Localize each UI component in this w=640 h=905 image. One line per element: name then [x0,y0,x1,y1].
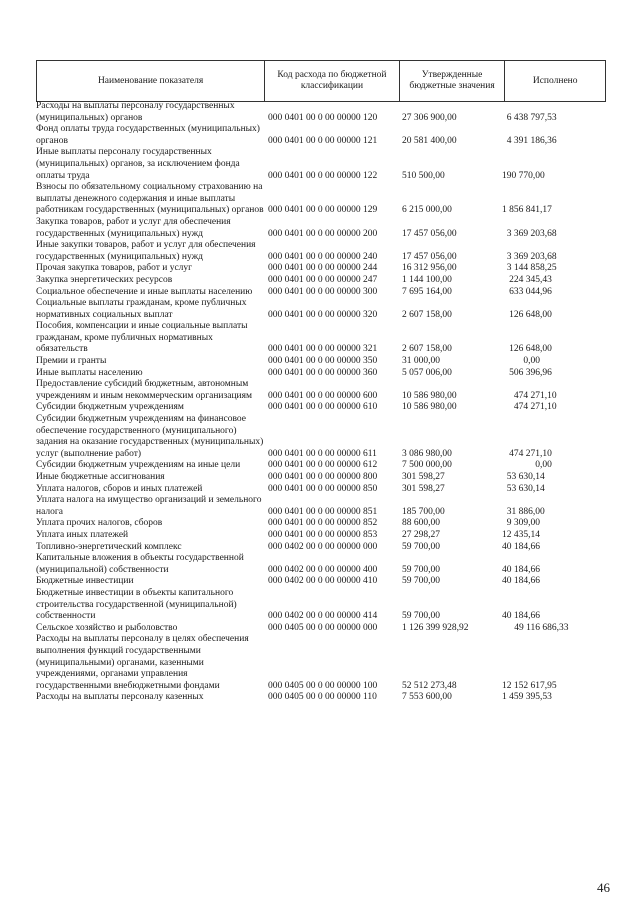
row-name: Расходы на выплаты персоналу государственных (муниципальных) органов [36,101,235,123]
row-executed: 474 271,10 [513,402,557,413]
table-row [36,553,616,576]
row-code: 000 0401 00 0 00 00000 321 [268,344,378,355]
row-name: Социальные выплаты гражданам, кроме публичных нормативных социальных выплат [36,298,247,320]
row-executed: 4 391 186,36 [506,135,557,146]
row-name: Пособия, компенсации и иные социальные выплаты гражданам, кроме публичных нормативных обязательств [36,321,248,355]
row-name: Расходы на выплаты персоналу в целях обеспечения выполнения функций государственными (муниципальными) органами, казенными учреждениями, органами управления государственными внебюджетными фондами [36,634,249,691]
header-code: Код расхода по бюджетной классификации [264,61,399,101]
row-executed: 40 184,66 [502,611,540,622]
table-row [36,275,616,287]
row-name: Закупка товаров, работ и услуг для обеспечения государственных (муниципальных) нужд [36,216,231,239]
row-executed: 9 309,00 [506,518,540,529]
row-executed: 224 345,43 [509,274,552,285]
row-executed: 1 856 841,17 [502,205,552,216]
row-approved: 6 215 000,00 [402,205,452,216]
table-row [36,634,616,692]
table-row [36,542,616,554]
table-row [36,321,616,356]
row-executed: 53 630,14 [506,483,545,494]
row-code: 000 0401 00 0 00 00000 610 [268,402,378,413]
row-name: Уплата налогов, сборов и иных платежей [36,483,203,494]
row-executed: 12 152 617,95 [502,680,557,691]
row-name: Субсидии бюджетным учреждениям на иные цели [36,460,241,471]
row-name: Субсидии бюджетным учреждениям [36,402,184,413]
table-row [36,530,616,542]
table-row [36,124,616,147]
row-approved: 10 586 980,00 [402,402,457,413]
row-name: Бюджетные инвестиции в объекты капитального строительства государственной (муниципальной) собственности [36,587,237,622]
row-name: Иные выплаты населению [36,367,143,378]
row-approved: 1 144 100,00 [402,274,452,285]
row-executed: 49 116 686,33 [514,622,569,633]
table-body [36,101,616,704]
row-code: 000 0401 00 0 00 00000 300 [268,286,378,297]
row-code: 000 0401 00 0 00 00000 244 [268,263,378,274]
row-code: 000 0401 00 0 00 00000 120 [268,112,378,123]
row-approved: 27 306 900,00 [402,112,457,123]
table-row [36,101,616,124]
row-code: 000 0401 00 0 00 00000 240 [268,251,378,262]
row-code: 000 0402 00 0 00 00000 414 [268,611,378,622]
row-executed: 474 271,10 [513,390,557,401]
row-code: 000 0401 00 0 00 00000 850 [268,483,378,494]
row-name: Прочая закупка товаров, работ и услуг [36,263,193,274]
row-approved: 20 581 400,00 [402,135,457,146]
row-code: 000 0405 00 0 00 00000 100 [268,680,378,691]
table-row [36,472,616,484]
row-executed: 190 770,00 [502,170,545,181]
row-executed: 126 648,00 [509,309,552,320]
row-executed: 6 438 797,53 [506,112,557,123]
header-name: Наименование показателя [97,75,204,86]
row-name: Взносы по обязательному социальному страхованию на выплаты денежного содержания и иные выплаты работникам государственных (муниципальных) органов [36,182,264,216]
row-approved: 16 312 956,00 [402,263,457,274]
row-approved: 1 126 399 928,92 [402,622,469,633]
row-approved: 7 500 000,00 [402,460,452,471]
row-name: Сельское хозяйство и рыболовство [36,622,178,633]
row-executed: 12 435,14 [502,529,540,540]
row-name: Предоставление субсидий бюджетным, автономным учреждениям и иным некоммерческим организациям [36,379,253,401]
row-approved: 59 700,00 [402,576,440,587]
row-name: Уплата налога на имущество организаций и земельного налога [36,495,262,517]
row-code: 000 0402 00 0 00 00000 410 [268,576,378,587]
row-name: Иные закупки товаров, работ и услуг для обеспечения государственных (муниципальных) нужд [36,240,256,262]
table-row [36,147,616,182]
row-code: 000 0405 00 0 00 00000 110 [268,692,377,703]
row-code: 000 0405 00 0 00 00000 000 [268,622,378,633]
row-code: 000 0401 00 0 00 00000 320 [268,309,378,320]
row-executed: 633 044,96 [509,286,552,297]
row-name: Премии и гранты [36,356,107,367]
row-approved: 301 598,27 [402,483,445,494]
row-code: 000 0401 00 0 00 00000 612 [268,460,378,471]
row-approved: 17 457 056,00 [402,251,457,262]
row-code: 000 0402 00 0 00 00000 400 [268,564,378,575]
row-executed: 0,00 [535,460,552,471]
table-row [36,217,616,240]
table-row [36,576,616,588]
row-approved: 59 700,00 [402,564,440,575]
row-executed: 0,00 [523,356,540,367]
table-row [36,368,616,380]
row-approved: 3 086 980,00 [402,448,452,459]
row-approved: 17 457 056,00 [402,228,457,239]
row-executed: 31 886,00 [506,506,545,517]
row-approved: 59 700,00 [402,611,440,622]
row-code: 000 0401 00 0 00 00000 360 [268,367,378,378]
table-row [36,623,616,635]
row-name: Социальное обеспечение и иные выплаты населению [36,286,253,297]
table-header [36,60,606,102]
row-code: 000 0401 00 0 00 00000 853 [268,529,378,540]
table-row [36,484,616,496]
table-row [36,287,616,299]
row-name: Иные бюджетные ассигнования [36,472,165,482]
row-approved: 7 553 600,00 [402,692,452,703]
row-executed: 40 184,66 [502,564,540,575]
row-code: 000 0401 00 0 00 00000 129 [268,205,378,216]
row-approved: 27 298,27 [402,529,440,540]
row-executed: 474 271,10 [509,448,552,459]
table-row [36,402,616,414]
table-row [36,495,616,518]
row-executed: 506 396,96 [509,367,552,378]
row-code: 000 0401 00 0 00 00000 200 [268,228,378,239]
row-name: Закупка энергетических ресурсов [36,274,173,285]
row-executed: 40 184,66 [502,576,540,587]
table-row [36,182,616,217]
row-code: 000 0401 00 0 00 00000 247 [268,274,378,285]
row-name: Бюджетные инвестиции [36,576,134,587]
table-row [36,356,616,368]
row-name: Фонд оплаты труда государственных (муниципальных) органов [36,124,260,146]
row-name: Субсидии бюджетным учреждениям на финансовое обеспечение государственного (муниципального) задания на оказание государственных (муниципальных) услуг (выполнение работ) [36,414,264,459]
header-executed: Исполнено [504,61,605,101]
table-row [36,460,616,472]
table-row [36,379,616,402]
row-approved: 2 607 158,00 [402,344,452,355]
row-code: 000 0401 00 0 00 00000 852 [268,518,378,529]
row-approved: 88 600,00 [402,518,440,529]
table-row [36,240,616,263]
table-row [36,588,616,623]
row-approved: 2 607 158,00 [402,309,452,320]
table-row [36,414,616,460]
row-code: 000 0401 00 0 00 00000 800 [268,472,378,482]
row-approved: 301 598,27 [402,472,445,482]
row-name: Иные выплаты персоналу государственных (муниципальных) органов, за исключением фонда оплаты труда [36,147,240,181]
table-row [36,518,616,530]
row-name: Топливно-энергетический комплекс [36,541,182,552]
row-code: 000 0401 00 0 00 00000 851 [268,506,378,517]
row-executed: 3 144 858,25 [506,263,557,274]
table-row [36,692,616,704]
row-code: 000 0401 00 0 00 00000 600 [268,390,378,401]
row-executed: 3 369 203,68 [506,251,557,262]
row-executed: 53 630,14 [506,472,545,482]
row-approved: 185 700,00 [402,506,445,517]
table-row [36,263,616,275]
row-approved: 52 512 273,48 [402,680,457,691]
row-code: 000 0401 00 0 00 00000 611 [268,448,377,459]
row-executed: 3 369 203,68 [506,228,557,239]
row-code: 000 0401 00 0 00 00000 121 [268,135,378,146]
row-approved: 10 586 980,00 [402,390,457,401]
row-approved: 510 500,00 [402,170,445,181]
row-executed: 126 648,00 [509,344,552,355]
page-number: 46 [597,880,610,895]
row-executed: 40 184,66 [502,541,540,552]
row-approved: 7 695 164,00 [402,286,452,297]
row-name: Расходы на выплаты персоналу казенных [36,692,204,703]
row-name: Уплата иных платежей [36,529,129,540]
row-approved: 59 700,00 [402,541,440,552]
row-executed: 1 459 395,53 [502,692,552,703]
header-approved: Утвержденные бюджетные значения [399,61,505,101]
table-row [36,298,616,321]
row-name: Капитальные вложения в объекты государственной (муниципальной) собственности [36,553,244,575]
row-code: 000 0401 00 0 00 00000 122 [268,170,378,181]
row-approved: 5 057 006,00 [402,367,452,378]
row-approved: 31 000,00 [402,356,440,367]
row-code: 000 0402 00 0 00 00000 000 [268,541,378,552]
row-name: Уплата прочих налогов, сборов [36,518,163,529]
row-code: 000 0401 00 0 00 00000 350 [268,356,378,367]
